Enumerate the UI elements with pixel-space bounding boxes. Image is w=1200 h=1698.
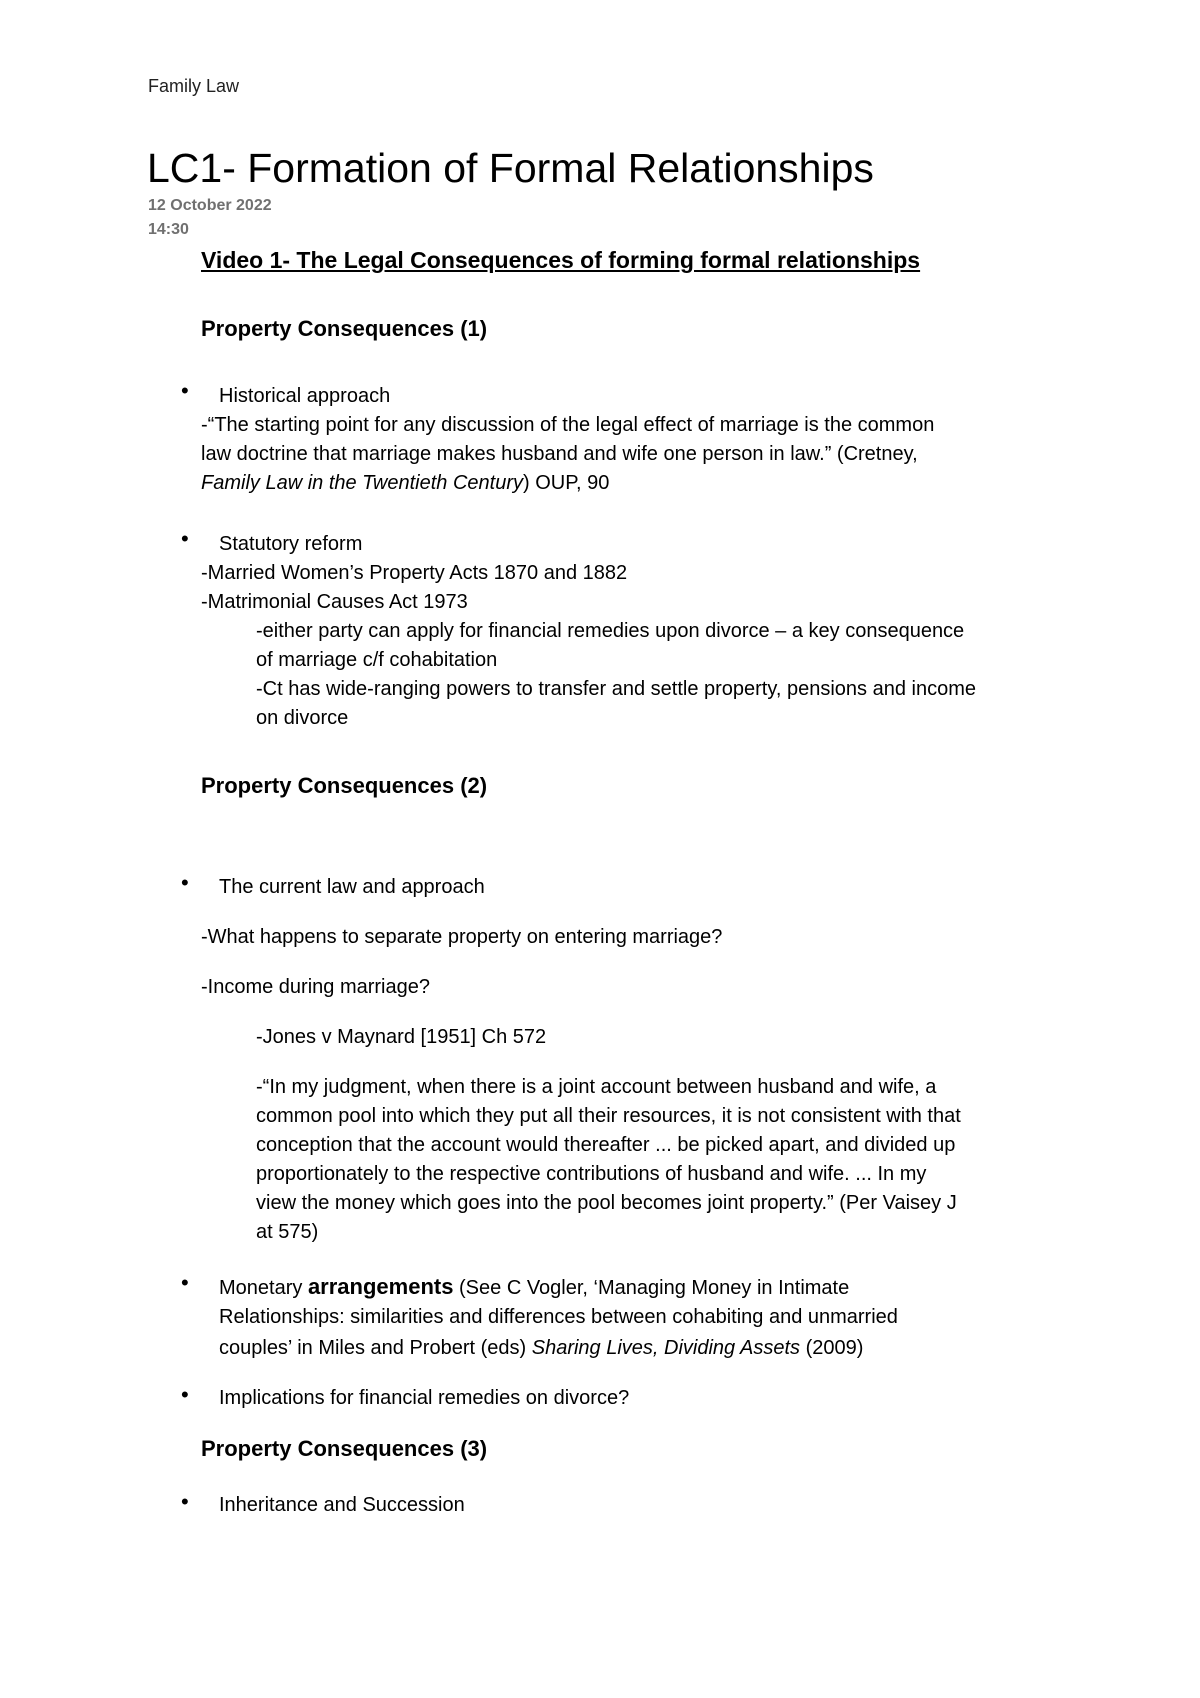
bullet-icon: •: [181, 870, 189, 895]
bullet-icon: •: [181, 526, 189, 551]
bullet-icon: •: [181, 1382, 189, 1407]
bullet-text-part: Monetary: [219, 1277, 308, 1299]
judgment-quote-line: at 575): [256, 1221, 319, 1243]
judgment-quote-line: -“In my judgment, when there is a joint account between husband and wife, a: [256, 1076, 937, 1098]
bullet-continuation: [219, 1334, 863, 1363]
case-citation: -Jones v Maynard [1951] Ch 572: [256, 1026, 547, 1048]
bullet-inheritance: Inheritance and Succession: [219, 1494, 465, 1516]
citation-line: [201, 469, 609, 498]
judgment-quote-line: proportionately to the respective contributions of husband and wife. ... In my: [256, 1163, 927, 1185]
bullet-icon: •: [181, 1270, 189, 1295]
bullet-text-bold: arrangements: [307, 1274, 454, 1299]
bullet-text-part: (2009): [800, 1337, 864, 1359]
citation-rest: ) OUP, 90: [522, 472, 610, 494]
reform-item: -Married Women’s Property Acts 1870 and 1882: [201, 562, 628, 584]
bullet-icon: •: [181, 1489, 189, 1514]
reform-subitem: on divorce: [256, 707, 349, 729]
judgment-quote-line: conception that the account would thereafter ... be picked apart, and divided up: [256, 1134, 956, 1156]
note-date: 12 October 2022: [148, 197, 272, 214]
section-heading-1: Property Consequences (1): [201, 316, 488, 341]
bullet-monetary-arrangements: [219, 1272, 849, 1303]
section-heading-3: Property Consequences (3): [201, 1436, 488, 1461]
bullet-historical-approach: Historical approach: [219, 385, 391, 407]
bullet-continuation: Relationships: similarities and differences between cohabiting and unmarried: [219, 1306, 898, 1328]
reform-subitem: of marriage c/f cohabitation: [256, 649, 498, 671]
page-title: LC1- Formation of Formal Relationships: [147, 145, 874, 191]
judgment-quote-line: common pool into which they put all their resources, it is not consistent with that: [256, 1105, 961, 1127]
bullet-icon: •: [181, 378, 189, 403]
reform-subitem: -Ct has wide-ranging powers to transfer and settle property, pensions and income: [256, 678, 977, 700]
quote-line: -“The starting point for any discussion of the legal effect of marriage is the common: [201, 414, 935, 436]
bullet-text-part: (See C Vogler, ‘Managing Money in Intimate: [453, 1277, 850, 1299]
reform-item: -Matrimonial Causes Act 1973: [201, 591, 468, 613]
page-header: Family Law: [148, 76, 240, 96]
video-heading: Video 1- The Legal Consequences of forming formal relationships: [201, 247, 921, 273]
note-time: 14:30: [148, 221, 189, 238]
bullet-statutory-reform: Statutory reform: [219, 533, 363, 555]
citation-book-title: Family Law in the Twentieth Century: [201, 472, 523, 494]
bullet-text-part: couples’ in Miles and Probert (eds): [219, 1337, 532, 1359]
bullet-implications: Implications for financial remedies on divorce?: [219, 1387, 630, 1409]
judgment-quote-line: view the money which goes into the pool becomes joint property.” (Per Vaisey J: [256, 1192, 957, 1214]
quote-line: law doctrine that marriage makes husband and wife one person in law.” (Cretney,: [201, 443, 918, 465]
reform-subitem: -either party can apply for financial remedies upon divorce – a key consequence: [256, 620, 965, 642]
book-title: Sharing Lives, Dividing Assets: [531, 1337, 801, 1359]
question-line: -What happens to separate property on entering marriage?: [201, 926, 723, 948]
section-heading-2: Property Consequences (2): [201, 773, 488, 798]
question-line: -Income during marriage?: [201, 976, 430, 998]
bullet-current-law: The current law and approach: [219, 876, 485, 898]
